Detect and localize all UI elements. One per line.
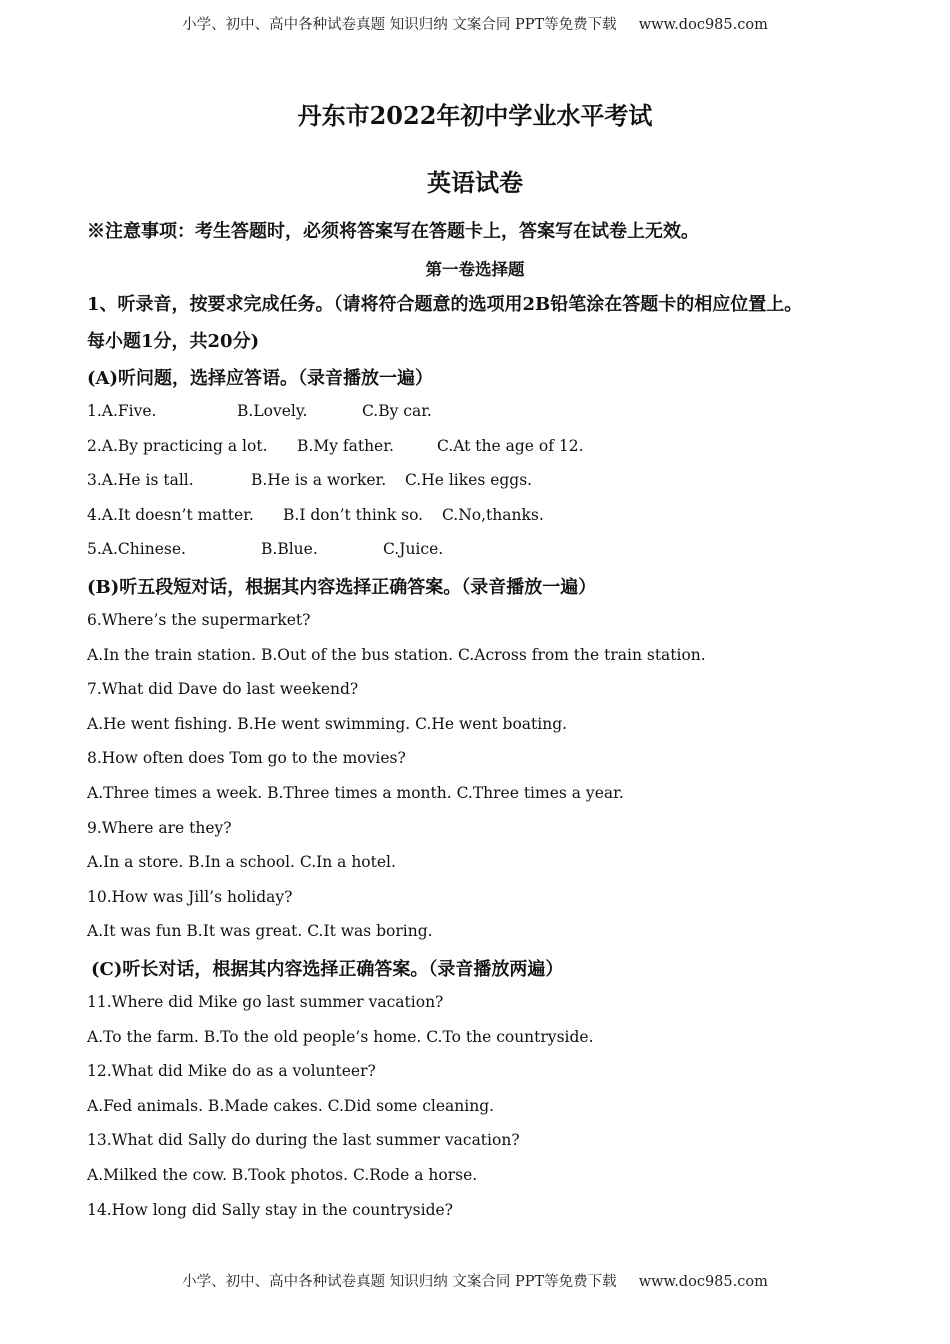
question-8: 8.How often does Tom go to the movies? xyxy=(87,749,406,767)
exam-title: 丹东市2022年初中学业水平考试 xyxy=(297,101,653,130)
question-9-options: A.In a store. B.In a school. C.In a hotel. xyxy=(87,853,396,871)
option-b: B.I don’t think so. xyxy=(283,506,424,524)
option-b: B.He is a worker. xyxy=(251,471,387,489)
question-10: 10.How was Jill’s holiday? xyxy=(87,888,293,906)
question-7-options: A.He went fishing. B.He went swimming. C.He went boating. xyxy=(87,715,568,733)
part-c-title: (C)听长对话，根据其内容选择正确答案。（录音播放两遍） xyxy=(91,959,564,980)
question-11: 11.Where did Mike go last summer vacation? xyxy=(87,993,444,1011)
option-a: 2.A.By practicing a lot. xyxy=(87,437,268,455)
footer-site: www.doc985.com xyxy=(638,1274,768,1290)
question-13-options: A.Milked the cow. B.Took photos. C.Rode a horse. xyxy=(87,1166,478,1184)
page-footer xyxy=(0,1270,950,1291)
section-title: 第一卷选择题 xyxy=(425,260,525,279)
part-a-title: (A)听问题，选择应答语。（录音播放一遍） xyxy=(87,368,433,389)
option-c: C.No,thanks. xyxy=(442,506,544,524)
question-10-options: A.It was fun B.It was great. C.It was boring. xyxy=(87,922,433,940)
question-6: 6.Where’s the supermarket? xyxy=(87,611,311,629)
question-13: 13.What did Sally do during the last summer vacation? xyxy=(87,1131,520,1149)
page-header xyxy=(0,13,950,34)
option-b: B.Lovely. xyxy=(237,402,308,420)
header-site: www.doc985.com xyxy=(638,17,768,33)
question-9: 9.Where are they? xyxy=(87,819,232,837)
question-12: 12.What did Mike do as a volunteer? xyxy=(87,1062,376,1080)
footer-text: 小学、初中、高中各种试卷真题 知识归纳 文案合同 PPT等免费下载 xyxy=(182,1274,617,1290)
option-a: 1.A.Five. xyxy=(87,402,157,420)
option-c: C.Juice. xyxy=(383,540,444,558)
question-6-options: A.In the train station. B.Out of the bus station. C.Across from the train station. xyxy=(87,646,706,664)
header-text: 小学、初中、高中各种试卷真题 知识归纳 文案合同 PPT等免费下载 xyxy=(182,17,617,33)
option-b: B.My father. xyxy=(297,437,394,455)
exam-subtitle: 英语试卷 xyxy=(427,168,523,197)
question-11-options: A.To the farm. B.To the old people’s home. C.To the countryside. xyxy=(87,1028,594,1046)
option-a: 5.A.Chinese. xyxy=(87,540,186,558)
question-7: 7.What did Dave do last weekend? xyxy=(87,680,359,698)
option-a: 4.A.It doesn’t matter. xyxy=(87,506,254,524)
notice: ※注意事项：考生答题时，必须将答案写在答题卡上，答案写在试卷上无效。 xyxy=(87,221,699,242)
question-12-options: A.Fed animals. B.Made cakes. C.Did some cleaning. xyxy=(87,1097,495,1115)
q1-instruction-line2: 每小题1分，共20分) xyxy=(87,331,260,352)
option-c: C.He likes eggs. xyxy=(405,471,533,489)
option-b: B.Blue. xyxy=(261,540,318,558)
q1-instruction-line1: 1、听录音，按要求完成任务。（请将符合题意的选项用2B铅笔涂在答题卡的相应位置上。 xyxy=(87,294,803,315)
option-a: 3.A.He is tall. xyxy=(87,471,194,489)
question-8-options: A.Three times a week. B.Three times a month. C.Three times a year. xyxy=(87,784,624,802)
question-14: 14.How long did Sally stay in the countryside? xyxy=(87,1201,453,1219)
part-b-title: (B)听五段短对话，根据其内容选择正确答案。（录音播放一遍） xyxy=(87,577,597,598)
option-c: C.At the age of 12. xyxy=(437,437,584,455)
option-c: C.By car. xyxy=(362,402,432,420)
